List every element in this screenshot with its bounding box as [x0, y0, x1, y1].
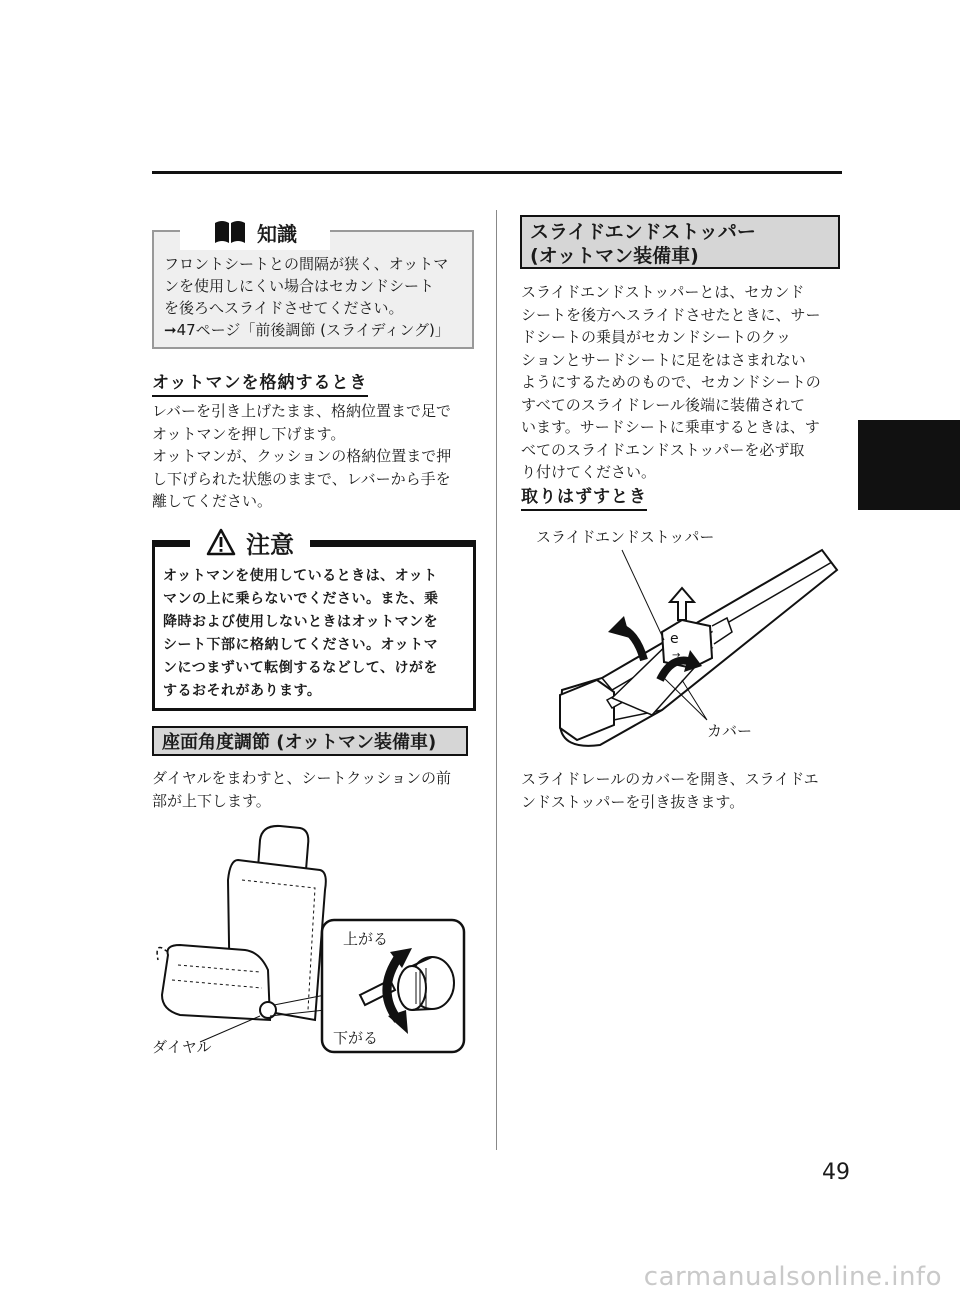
remove-line: スライドレールのカバーを開き、スライドエ	[521, 770, 819, 788]
store-line: オットマンを押し下げます。	[152, 424, 346, 443]
stopper-line: ようにするためのもので、セカンドシートの	[521, 373, 821, 391]
angle-line: ダイヤルをまわすと、シートクッションの前	[152, 769, 451, 787]
remove-text	[521, 768, 843, 813]
svg-text:→: →	[672, 650, 681, 661]
top-rule	[152, 171, 842, 174]
column-divider	[496, 210, 497, 1150]
stopper-line: います。サードシートに乗車するときは、す	[521, 418, 820, 436]
label-down: 下がる	[333, 1029, 379, 1047]
store-line: レバーを引き上げたまま、格納位置まで足で	[152, 402, 451, 420]
angle-heading: 座面角度調節 (オットマン装備車)	[152, 726, 468, 756]
stopper-line: スライドエンドストッパーとは、セカンド	[521, 283, 805, 301]
stopper-line: ションとサードシートに足をはさまれない	[521, 350, 806, 369]
warning-icon	[206, 528, 236, 556]
stopper-line: シートを後方へスライドさせたときに、サー	[521, 305, 821, 324]
note-line: を後ろへスライドさせてください。	[164, 299, 404, 317]
stopper-heading-line1: スライドエンドストッパー	[530, 221, 756, 243]
stopper-heading-line2: (オットマン装備車)	[530, 245, 699, 267]
caution-header	[190, 522, 310, 562]
label-dial: ダイヤル	[152, 1038, 212, 1056]
caution-text	[163, 565, 463, 703]
angle-text	[152, 767, 472, 812]
remove-line: ンドストッパーを引き抜きます。	[521, 792, 745, 811]
store-line: オットマンが、クッションの格納位置まで押	[152, 447, 452, 465]
remove-heading: 取りはずすとき	[521, 482, 647, 511]
stopper-text	[521, 281, 843, 484]
caution-line: マンの上に乗らないでください。また、乗	[163, 591, 439, 607]
label-stopper: スライドエンドストッパー	[536, 528, 715, 546]
stopper-line: すべてのスライドレール後端に装備されて	[521, 395, 805, 414]
note-line: ンを使用しにくい場合はセカンドシート	[164, 277, 435, 295]
book-icon	[213, 219, 247, 245]
chapter-edge-tab	[858, 420, 960, 510]
angle-line: 部が上下します。	[152, 791, 271, 810]
label-up: 上がる	[343, 930, 389, 948]
page-number: 49	[822, 1160, 850, 1185]
caution-line: するおそれがあります。	[163, 683, 322, 699]
note-text	[164, 253, 464, 341]
watermark: carmanualsonline.info	[643, 1262, 942, 1292]
store-text	[152, 400, 472, 513]
note-title: 知識	[257, 221, 297, 246]
note-header	[180, 214, 330, 250]
note-line: ➞47ページ「前後調節 (スライディング)」	[164, 321, 450, 339]
caution-line: 降時および使用しないときはオットマンを	[163, 614, 439, 630]
store-line: 離してください。	[152, 492, 273, 510]
caution-line: ンにつまずいて転倒するなどして、けがを	[163, 660, 438, 676]
rail-stopper-illustration	[552, 540, 842, 750]
svg-text:e: e	[670, 631, 679, 647]
note-line: フロントシートとの間隔が狭く、オットマ	[164, 255, 449, 273]
stopper-heading	[520, 215, 840, 269]
store-heading: オットマンを格納するとき	[152, 368, 368, 397]
caution-title: 注意	[246, 530, 294, 559]
stopper-line: ドシートの乗員がセカンドシートのクッ	[521, 328, 792, 346]
seat-dial-illustration	[150, 820, 470, 1065]
stopper-line: べてのスライドエンドストッパーを必ず取	[521, 440, 805, 459]
caution-line: オットマンを使用しているときは、オット	[163, 568, 438, 584]
store-line: し下げられた状態のままで、レバーから手を	[152, 469, 451, 488]
label-cover: カバー	[707, 722, 753, 740]
stopper-line: り付けてください。	[521, 463, 657, 481]
caution-line: シート下部に格納してください。オットマ	[163, 637, 439, 653]
